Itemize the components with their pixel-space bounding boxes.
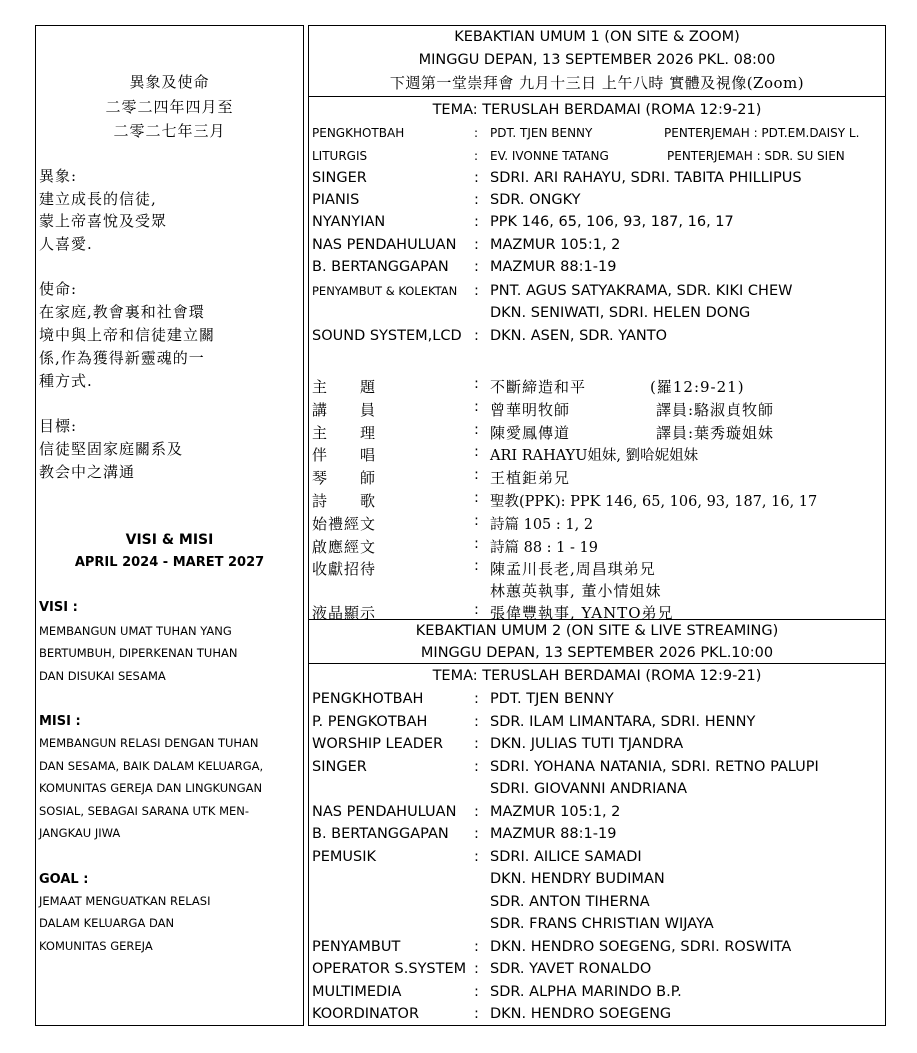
roster-label-cn: 琴 師 [312, 469, 377, 487]
roster-label: PENYAMBUT [312, 939, 401, 955]
roster-value: SDRI. AILICE SAMADI [490, 849, 642, 865]
roster-value: MAZMUR 88:1-19 [490, 259, 617, 275]
colon: : [474, 602, 479, 618]
misi-line: DAN SESAMA, BAIK DALAM KELUARGA, [39, 759, 264, 773]
misi-line: JANGKAU JIWA [39, 826, 121, 840]
colon: : [474, 192, 479, 208]
visi-label: VISI : [39, 600, 78, 615]
roster-label: NYANYIAN [312, 214, 386, 230]
goal-line: JEMAAT MENGUATKAN RELASI [39, 894, 211, 908]
mission-line-cn: 係,作為獲得新靈魂的一 [39, 349, 205, 367]
vision-line-cn: 蒙上帝喜悅及受眾 [39, 212, 168, 230]
colon: : [474, 126, 479, 140]
colon: : [474, 399, 479, 415]
colon: : [474, 961, 479, 977]
roster-value-cn: 林蕙英執事, 董小情姐妹 [490, 582, 662, 600]
roster-value: SDR. ALPHA MARINDO B.P. [490, 984, 682, 1000]
vision-mission-title-cn: 異象及使命 [129, 73, 210, 91]
colon: : [474, 328, 479, 344]
service1-header-cn: 下週第一堂崇拜會 九月十三日 上午八時 實體及視像(Zoom) [389, 74, 805, 92]
vision-line-cn: 建立成長的信徒, [39, 190, 157, 208]
divider-service1-header [308, 96, 886, 97]
roster-label: LITURGIS [312, 149, 368, 163]
misi-line: SOSIAL, SEBAGAI SARANA UTK MEN- [39, 804, 250, 818]
divider-service2-header [308, 663, 886, 664]
colon: : [474, 170, 479, 186]
roster-label: SINGER [312, 759, 367, 775]
roster-label: SINGER [312, 170, 367, 186]
colon: : [474, 736, 479, 752]
mission-line-cn: 在家庭,教會裏和社會環 [39, 303, 205, 321]
roster-label-cn: 液晶顯示 [312, 604, 377, 622]
roster-value: DKN. ASEN, SDR. YANTO [490, 328, 668, 344]
roster-value: SDR. YAVET RONALDO [490, 961, 652, 977]
period-cn-2: 二零二七年三月 [113, 122, 226, 140]
colon: : [474, 490, 479, 506]
service2-header-date: MINGGU DEPAN, 13 SEPTEMBER 2026 PKL.10:00 [420, 645, 774, 661]
colon: : [474, 259, 479, 275]
roster-label: PENGKHOTBAH [312, 126, 405, 140]
roster-value-cn: 張偉豐執事, YANTO弟兄 [490, 604, 674, 622]
colon: : [474, 149, 479, 163]
roster-extra-cn: 譯員:駱淑貞牧師 [656, 401, 775, 419]
colon: : [474, 283, 479, 299]
roster-value-cn: 聖教(PPK): PPK 146, 65, 106, 93, 187, 16, 17 [490, 494, 818, 510]
roster-value: SDR. ILAM LIMANTARA, SDRI. HENNY [490, 714, 756, 730]
colon: : [474, 422, 479, 438]
roster-translator: PENTERJEMAH : PDT.EM.DAISY L. [664, 126, 860, 140]
roster-label-cn: 講 員 [312, 401, 377, 419]
period-cn-1: 二零二四年四月至 [105, 98, 234, 116]
roster-label: B. BERTANGGAPAN [312, 826, 449, 842]
roster-label: OPERATOR S.SYSTEM [312, 961, 467, 977]
roster-value-cn: 詩篇 88 : 1 - 19 [490, 540, 598, 556]
roster-label-cn: 伴 唱 [312, 446, 377, 464]
roster-value: SDRI. ARI RAHAYU, SDRI. TABITA PHILLIPUS [490, 170, 802, 186]
colon: : [474, 826, 479, 842]
colon: : [474, 376, 479, 392]
roster-label: PEMUSIK [312, 849, 377, 865]
service1-theme: TEMA: TERUSLAH BERDAMAI (ROMA 12:9-21) [432, 102, 762, 118]
roster-label: PENYAMBUT & KOLEKTAN [312, 284, 458, 298]
roster-value-cn: 不斷締造和平 [490, 378, 587, 396]
roster-value: PDT. TJEN BENNY [490, 126, 593, 140]
roster-label: PENGKHOTBAH [312, 691, 424, 707]
colon: : [474, 444, 479, 460]
visi-line: BERTUMBUH, DIPERKENAN TUHAN [39, 646, 238, 660]
colon: : [474, 759, 479, 775]
roster-value: SDR. FRANS CHRISTIAN WIJAYA [490, 916, 714, 932]
roster-value: MAZMUR 105:1, 2 [490, 237, 621, 253]
roster-value: DKN. HENDRO SOEGENG, SDRI. ROSWITA [490, 939, 792, 955]
service2-theme: TEMA: TERUSLAH BERDAMAI (ROMA 12:9-21) [432, 668, 762, 684]
roster-label: KOORDINATOR [312, 1006, 420, 1022]
roster-label-cn: 主 題 [312, 378, 377, 396]
roster-value: SDRI. GIOVANNI ANDRIANA [490, 781, 688, 797]
mission-line-cn: 境中與上帝和信徒建立關 [39, 326, 216, 344]
colon: : [474, 691, 479, 707]
visi-misi-title: VISI & MISI [125, 532, 214, 548]
roster-value: DKN. SENIWATI, SDRI. HELEN DONG [490, 305, 751, 321]
goal-label: GOAL : [39, 872, 89, 887]
roster-extra-cn: 譯員:葉秀璇姐妹 [656, 424, 775, 442]
roster-label-cn: 主 理 [312, 424, 377, 442]
colon: : [474, 714, 479, 730]
mission-label-cn: 使命: [39, 280, 78, 298]
colon: : [474, 467, 479, 483]
colon: : [474, 536, 479, 552]
roster-value-cn: 陳愛鳳傳道 [490, 424, 571, 442]
roster-value: DKN. HENDRY BUDIMAN [490, 871, 665, 887]
roster-value: DKN. JULIAS TUTI TJANDRA [490, 736, 684, 752]
roster-value-cn: 王植鉅弟兄 [490, 469, 571, 487]
roster-label: P. PENGKOTBAH [312, 714, 428, 730]
roster-value: MAZMUR 105:1, 2 [490, 804, 621, 820]
roster-value: PPK 146, 65, 106, 93, 187, 16, 17 [490, 214, 734, 230]
roster-value: DKN. HENDRO SOEGENG [490, 1006, 672, 1022]
roster-value-cn: 陳孟川長老,周昌琪弟兄 [490, 560, 656, 578]
vision-label-cn: 異象: [39, 167, 78, 185]
colon: : [474, 237, 479, 253]
visi-misi-period: APRIL 2024 - MARET 2027 [74, 555, 265, 570]
goal-line-cn: 信徒堅固家庭關系及 [39, 440, 184, 458]
roster-value: PDT. TJEN BENNY [490, 691, 614, 707]
roster-value: PNT. AGUS SATYAKRAMA, SDR. KIKI CHEW [490, 283, 793, 299]
colon: : [474, 849, 479, 865]
roster-label-cn: 始禮經文 [312, 515, 377, 533]
roster-value: SDR. ANTON TIHERNA [490, 894, 650, 910]
service1-header-date: MINGGU DEPAN, 13 SEPTEMBER 2026 PKL. 08:00 [418, 52, 776, 68]
roster-label: NAS PENDAHULUAN [312, 804, 457, 820]
vision-line-cn: 人喜愛. [39, 235, 93, 253]
goal-line: KOMUNITAS GEREJA [39, 939, 153, 953]
misi-line: MEMBANGUN RELASI DENGAN TUHAN [39, 736, 259, 750]
roster-label: MULTIMEDIA [312, 984, 402, 1000]
roster-value: SDRI. YOHANA NATANIA, SDRI. RETNO PALUPI [490, 759, 819, 775]
roster-value-cn: ARI RAHAYU姐妹, 劉哈妮姐妹 [490, 448, 699, 464]
misi-label: MISI : [39, 714, 81, 729]
roster-label-cn: 詩 歌 [312, 492, 377, 510]
goal-line-cn: 教会中之溝通 [39, 463, 136, 481]
roster-label: SOUND SYSTEM,LCD [312, 328, 462, 344]
goal-line: DALAM KELUARGA DAN [39, 916, 175, 930]
goal-label-cn: 目標: [39, 417, 78, 435]
roster-label: NAS PENDAHULUAN [312, 237, 457, 253]
roster-label-cn: 收獻招待 [312, 560, 377, 578]
service2-header-title: KEBAKTIAN UMUM 2 (ON SITE & LIVE STREAMING) [415, 623, 779, 639]
colon: : [474, 214, 479, 230]
colon: : [474, 984, 479, 1000]
roster-label: B. BERTANGGAPAN [312, 259, 449, 275]
roster-label: PIANIS [312, 192, 360, 208]
roster-value: MAZMUR 88:1-19 [490, 826, 617, 842]
roster-value-cn: 曾華明牧師 [490, 401, 571, 419]
roster-label: WORSHIP LEADER [312, 736, 444, 752]
roster-extra-cn: (羅12:9-21) [650, 378, 745, 396]
roster-translator: PENTERJEMAH : SDR. SU SIEN [667, 149, 845, 163]
colon: : [474, 1006, 479, 1022]
mission-line-cn: 種方式. [39, 372, 93, 390]
roster-label-cn: 啟應經文 [312, 538, 377, 556]
roster-value-cn: 詩篇 105 : 1, 2 [490, 517, 594, 533]
colon: : [474, 939, 479, 955]
colon: : [474, 513, 479, 529]
misi-line: KOMUNITAS GEREJA DAN LINGKUNGAN [39, 781, 263, 795]
colon: : [474, 558, 479, 574]
roster-value: SDR. ONGKY [490, 192, 581, 208]
service1-header-title: KEBAKTIAN UMUM 1 (ON SITE & ZOOM) [454, 29, 740, 45]
roster-value: EV. IVONNE TATANG [490, 149, 609, 163]
visi-line: MEMBANGUN UMAT TUHAN YANG [39, 624, 232, 638]
visi-line: DAN DISUKAI SESAMA [39, 669, 166, 683]
colon: : [474, 804, 479, 820]
